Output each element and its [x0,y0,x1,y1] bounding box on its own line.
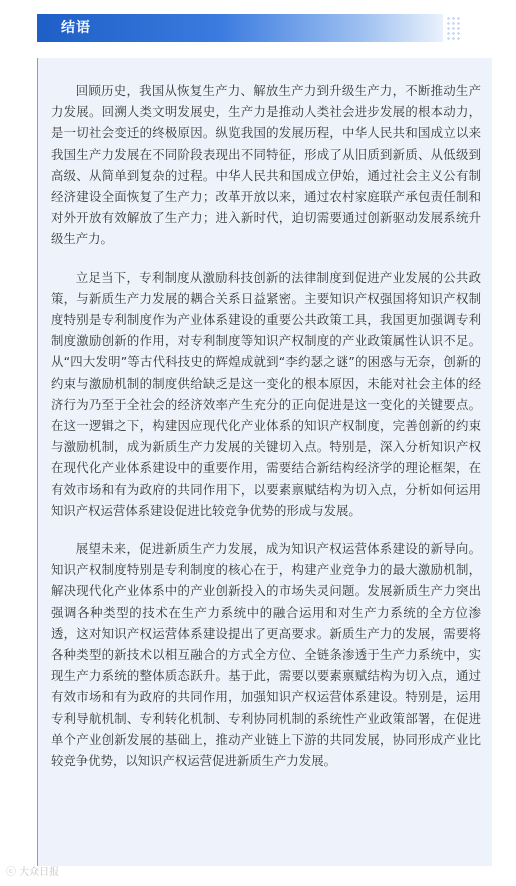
section-header [37,14,443,42]
article-body [51,80,481,788]
paragraph-review-history: 回顾历史，我国从恢复生产力、解放生产力到升级生产力，不断推动生产力发展。回溯人类文明发展史，生产力是推动人类社会进步发展的根本动力，是一切社会变迁的终极原因。纵览我国的发展历程，中华人民共和国成立以来我国生产力发展在不同阶段表现出不同特征，形成了从旧质到新质、从低级到高级、从简单到复杂的过程。中华人民共和国成立伊始，通过社会主义公有制经济建设全面恢复了生产力；改革开放以来，通过农村家庭联产承包责任制和对外开放有效解放了生产力；进入新时代，迫切需要通过创新驱动发展系统升级生产力。 [51,83,481,247]
watermark: ⓒ 大众日报 [6,867,60,878]
paragraph-outlook: 展望未来，促进新质生产力发展，成为知识产权运营体系建设的新导向。知识产权制度特别是专利制度的核心在于，构建产业竞争力的最大激励机制，解决现代化产业体系中的产业创新投入的市场失灵问题。发展新质生产力突出强调各种类型的技术在生产力系统中的融合运用和对生产力系统的全方位渗透，这对知识产权运营体系建设提出了更高要求。新质生产力的发展，需要将各种类型的新技术以相互融合的方式全方位、全链条渗透于生产力系统中，实现生产力系统的整体质态跃升。基于此，需要以要素禀赋结构为切入点，通过有效市场和有为政府的共同作用，加强知识产权运营体系建设。特别是，运用专利导航机制、专利转化机制、专利协同机制的系统性产业政策部署，在促进单个产业创新发展的基础上，推动产业链上下游的共同发展，协同形成产业比较竞争优势，以知识产权运营促进新质生产力发展。 [51,541,481,769]
paragraph-present: 立足当下，专利制度从激励科技创新的法律制度到促进产业发展的公共政策，与新质生产力发展的耦合关系日益紧密。主要知识产权强国将知识产权制度特别是专利制度作为产业体系建设的重要公共政策工具，我国更加强调专利制度激励创新的作用，对专利制度等知识产权制度的产业政策属性认识不足。从“四大发明”等古代科技史的辉煌成就到“李约瑟之谜”的困惑与无奈，创新的约束与激励机制的制度供给缺乏是这一变化的根本原因，未能对社会主体的经济行为乃至于全社会的经济效率产生充分的正向促进是这一变化的关键要点。在这一逻辑之下，构建因应现代化产业体系的知识产权制度，完善创新的约束与激励机制，成为新质生产力发展的关键切入点。特别是，深入分析知识产权在现代化产业体系建设中的重要作用，需要结合新结构经济学的理论框架，在有效市场和有为政府的共同作用下，以要素禀赋结构为切入点，分析如何运用知识产权运营体系建设促进比较竞争优势的形成与发展。 [51,269,481,518]
section-title: 结语 [61,20,91,36]
dot-pattern-decoration [446,16,460,40]
